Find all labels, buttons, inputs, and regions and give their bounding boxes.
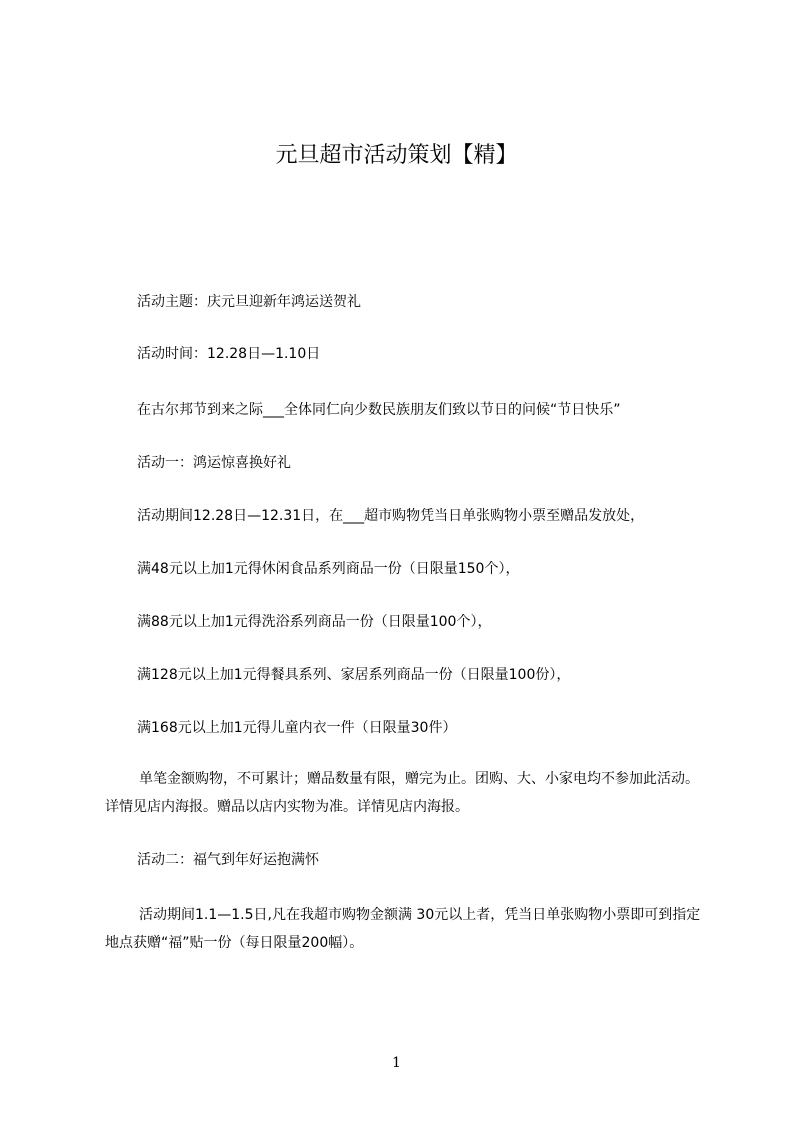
- paragraph-time: 活动时间：12.28日—1.10日: [137, 346, 321, 362]
- paragraph-tier-128: 满128元以上加1元得餐具系列、家居系列商品一份（日限量100份），: [137, 667, 571, 683]
- paragraph-tier-48: 满48元以上加1元得休闲食品系列商品一份（日限量150个），: [137, 561, 520, 577]
- paragraph-theme: 活动主题：庆元旦迎新年鸿运送贺礼: [137, 294, 361, 310]
- paragraph-tier-168: 满168元以上加1元得儿童内衣一件（日限量30件）: [137, 720, 457, 736]
- page-number: 1: [392, 1055, 401, 1071]
- paragraph-activity-one-heading: 活动一：鸿运惊喜换好礼: [137, 455, 291, 471]
- paragraph-activity-two-detail: 活动期间1.1—1.5日,凡在我超市购物金额满 30元以上者，凭当日单张购物小票即可到指定地点获赠“福”贴一份（每日限量200幅）。: [105, 907, 701, 951]
- paragraph-activity-one-period: 活动期间12.28日—12.31日，在___超市购物凭当日单张购物小票至赠品发放处，: [137, 508, 645, 524]
- paragraph-tier-88: 满88元以上加1元得洗浴系列商品一份（日限量100个），: [137, 614, 492, 630]
- paragraph-activity-two-heading: 活动二：福气到年好运抱满怀: [137, 852, 319, 868]
- document-title: 元旦超市活动策划【精】: [275, 143, 518, 168]
- paragraph-rules: 单笔金额购物，不可累计；赠品数量有限，赠完为止。团购、大、小家电均不参加此活动。详情见店内海报。赠品以店内实物为准。详情见店内海报。: [105, 771, 699, 815]
- paragraph-greeting: 在古尔邦节到来之际___全体同仁向少数民族朋友们致以节日的问候“节日快乐”: [137, 402, 621, 418]
